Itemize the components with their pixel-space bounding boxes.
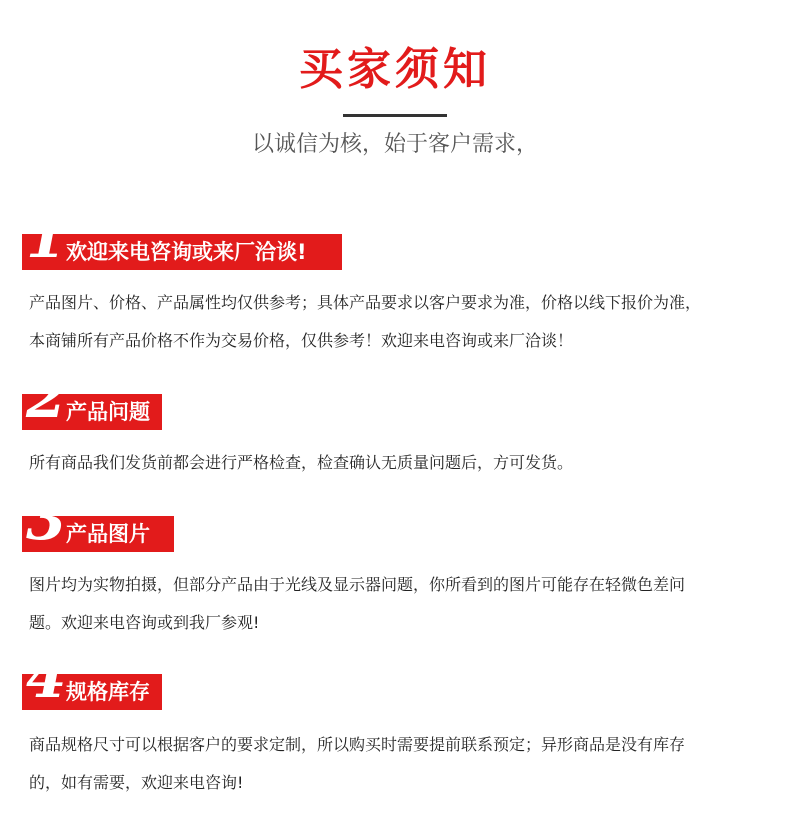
section-3-body: [29, 566, 781, 642]
section-1-number: 1: [26, 203, 67, 271]
section-4-title: 规格库存: [66, 680, 150, 704]
section-4-header: [22, 643, 162, 711]
section-4-body: [29, 726, 781, 802]
section-3-line-1: 图片均为实物拍摄，但部分产品由于光线及显示器问题，你所看到的图片可能存在轻微色差问: [29, 575, 686, 594]
page-subtitle: 以诚信为核，始于客户需求，: [251, 132, 538, 157]
section-4-number: 4: [26, 643, 67, 711]
section-3-number: 3: [26, 485, 67, 553]
section-2-header: [22, 363, 162, 431]
section-3-line-2: 题。欢迎来电咨询或到我厂参观!: [29, 613, 260, 632]
title-underline: [343, 114, 447, 117]
section-1-body: [29, 284, 781, 360]
section-4-line-2: 的，如有需要，欢迎来电咨询!: [29, 773, 244, 792]
section-4-line-1: 商品规格尺寸可以根据客户的要求定制，所以购买时需要提前联系预定；异形商品是没有库存: [29, 735, 686, 754]
section-2-line-1: 所有商品我们发货前都会进行严格检查，检查确认无质量问题后，方可发货。: [29, 453, 574, 472]
page-title: 买家须知: [299, 44, 491, 95]
section-2-number: 2: [26, 363, 67, 431]
section-1-line-2: 本商铺所有产品价格不作为交易价格，仅供参考！欢迎来电咨询或来厂洽谈！: [29, 331, 574, 350]
section-3-header: [22, 485, 174, 553]
section-3-title: 产品图片: [66, 522, 150, 546]
section-2-body: [29, 444, 781, 482]
section-2-title: 产品问题: [66, 400, 150, 424]
section-1-line-1: 产品图片、价格、产品属性均仅供参考；具体产品要求以客户要求为准，价格以线下报价为准，: [29, 293, 702, 312]
section-1-header: [22, 203, 342, 271]
section-1-title: 欢迎来电咨询或来厂洽谈!: [66, 240, 307, 264]
